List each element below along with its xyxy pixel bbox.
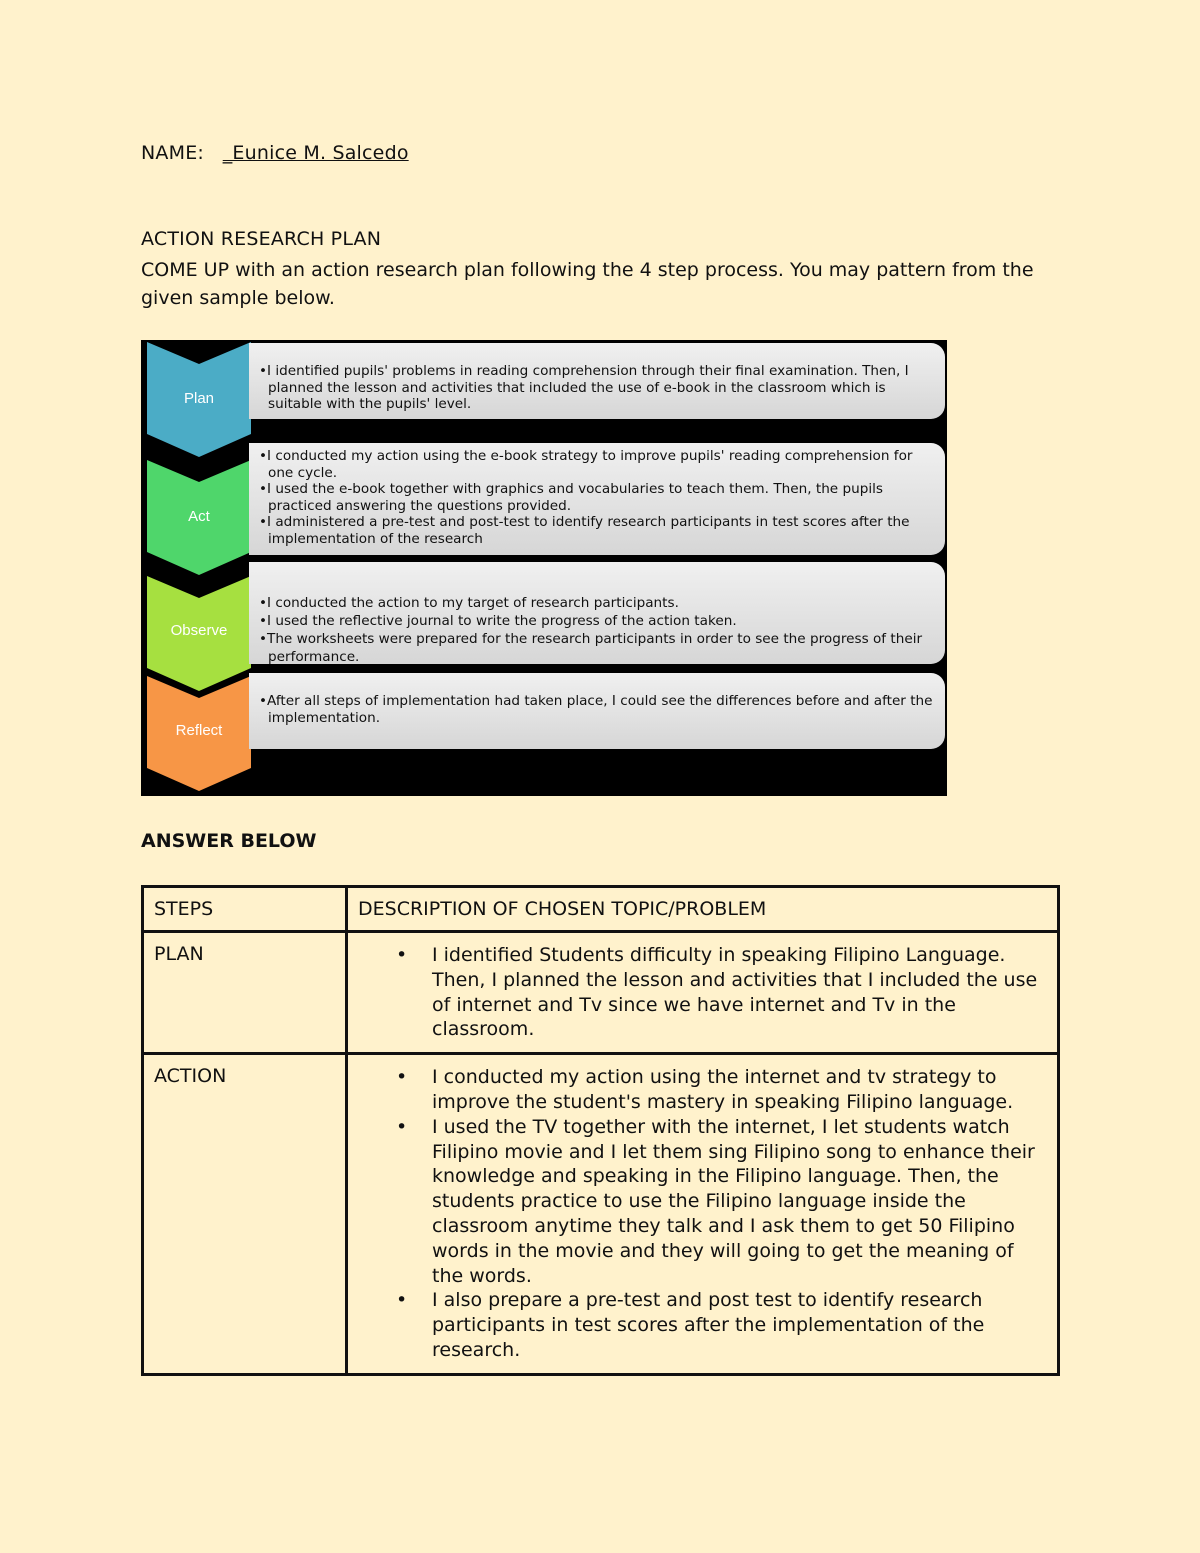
step-label-plan: Plan [183, 390, 215, 407]
list-item: • I conducted my action using the internet and tv strategy to improve the student's mastery in speaking Filipino language. [432, 1065, 1047, 1115]
table-row [143, 1054, 1059, 1375]
bullet: •I identified pupils' problems in reading comprehension through their final examination. Then, I planned the lesson and activities that included the use of e-book in the classroom which is suitable with the pupils' level. [259, 363, 909, 412]
step-label-reflect: Reflect [175, 722, 223, 739]
instructions: COME UP with an action research plan following the 4 step process. You may pattern from the given sample below. [141, 259, 1034, 309]
name-value: _Eunice M. Salcedo [222, 142, 409, 164]
step-text-observe [249, 562, 945, 664]
table-header-row [143, 887, 1059, 932]
header-steps: STEPS [143, 887, 347, 932]
sample-diagram [141, 340, 947, 796]
step-text-act [249, 443, 945, 555]
chevron-arrow-reflect [147, 676, 251, 791]
bullet: •I conducted my action using the e-book strategy to improve pupils' reading comprehension for one cycle. [259, 448, 913, 481]
bullet: •I administered a pre-test and post-test to identify research participants in test scores after the implementation of the research [259, 514, 910, 547]
step-cell-action: ACTION [143, 1054, 347, 1375]
answer-table [141, 885, 1060, 1376]
step-text-reflect [249, 673, 945, 749]
list-item: • I also prepare a pre-test and post test to identify research participants in test scores after the implementation of the research. [432, 1288, 1047, 1362]
step-label-act: Act [188, 508, 210, 525]
answer-heading: ANSWER BELOW [141, 830, 317, 852]
list-item: • I identified Students difficulty in speaking Filipino Language. Then, I planned the lesson and activities that I included the use of internet and Tv since we have internet and Tv in the classroom. [432, 943, 1047, 1042]
name-line [141, 142, 409, 164]
bullet: •I used the reflective journal to write the progress of the action taken. [259, 613, 737, 629]
bullet: •I conducted the action to my target of research participants. [259, 595, 679, 611]
description-cell-action [347, 1054, 1059, 1375]
table-row [143, 932, 1059, 1054]
step-text-plan [249, 343, 945, 419]
step-cell-plan: PLAN [143, 932, 347, 1054]
name-label: NAME: [141, 142, 205, 164]
step-label-observe: Observe [170, 622, 228, 639]
chevron-arrow-plan [147, 342, 251, 457]
chevron-arrow-observe [147, 576, 251, 691]
chevron-arrow-act [147, 460, 251, 575]
bullet: •I used the e-book together with graphics and vocabularies to teach them. Then, the pupils practiced answering the questions provided. [259, 481, 883, 514]
bullet: •After all steps of implementation had taken place, I could see the differences before and after the implementation. [259, 693, 933, 726]
description-cell-plan [347, 932, 1059, 1054]
header-description: DESCRIPTION OF CHOSEN TOPIC/PROBLEM [347, 887, 1059, 932]
document-title: ACTION RESEARCH PLAN [141, 228, 382, 250]
list-item: • I used the TV together with the internet, I let students watch Filipino movie and I let them sing Filipino song to enhance their knowledge and speaking in the Filipino language. Then, the students practice to use the Filipino language inside the classroom anytime they talk and I ask them to get 50 Filipino words in the movie and they will going to get the meaning of the words. [432, 1115, 1047, 1289]
bullet: •The worksheets were prepared for the research participants in order to see the progress of their performance. [259, 631, 923, 665]
